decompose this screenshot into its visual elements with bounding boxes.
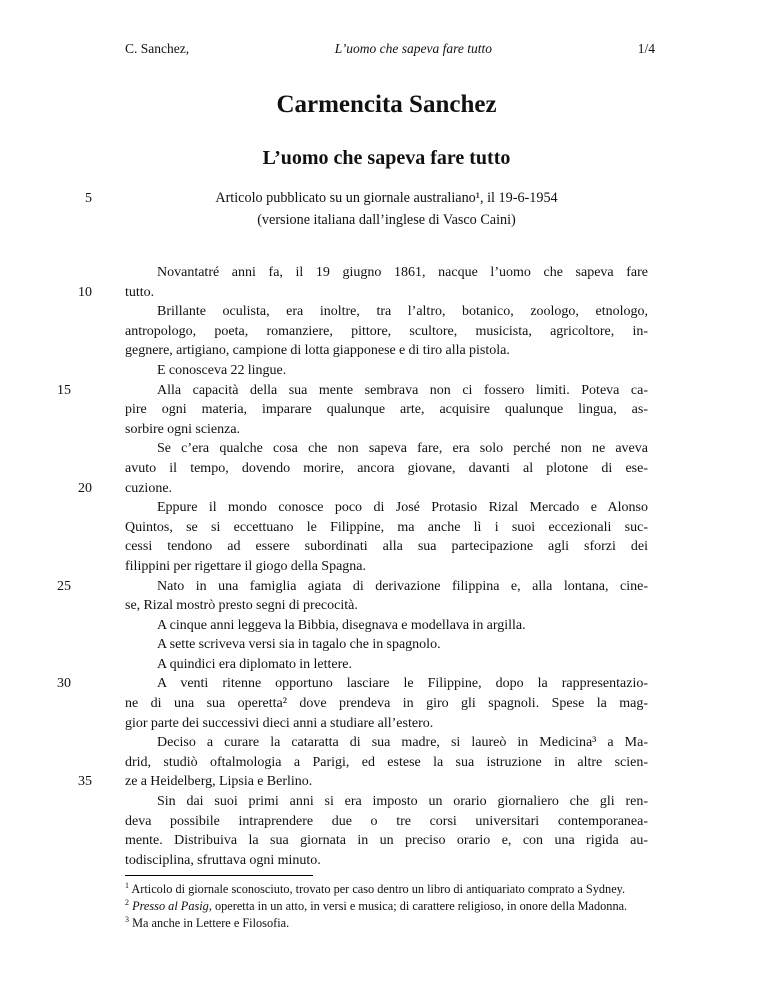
running-header	[125, 41, 655, 57]
line-number: 20	[78, 480, 92, 496]
body-line	[125, 400, 648, 420]
body-line	[125, 459, 648, 479]
body-line-text: Quintos, se si eccettuano le Filippine, ma anche lì i suoi eccezionali suc-	[125, 519, 648, 535]
body-line-text: Nato in una famiglia agiata di derivazione filippina e, alla lontana, cine-	[157, 578, 648, 594]
body-line-text: Brillante oculista, era inoltre, tra l’altro, botanico, zoologo, etnologo,	[157, 304, 648, 320]
body-line	[125, 439, 648, 459]
footnote	[125, 881, 657, 898]
footnote-marker: 3	[125, 914, 129, 924]
intro-line	[85, 187, 648, 209]
body-line	[78, 479, 648, 499]
intro-line-text: Articolo pubblicato su un giornale australiano¹, il 19-6-1954	[215, 190, 558, 206]
intro-block	[85, 187, 648, 231]
body-line	[125, 302, 648, 322]
body-line-text: cessi tendono ad essere subordinati alla sua partecipazione agli sforzi dei	[125, 539, 648, 555]
footnote	[125, 915, 657, 932]
line-number: 25	[57, 578, 71, 594]
body-line	[125, 596, 648, 616]
body-line-text: A sette scriveva versi sia in tagalo che in spagnolo.	[157, 637, 441, 653]
body-line	[125, 792, 648, 812]
document-subtitle: L’uomo che sapeva fare tutto	[262, 147, 511, 169]
line-number: 15	[57, 382, 71, 398]
intro-line	[125, 209, 648, 231]
body-line-text: filippini per rigettare il giogo della Spagna.	[125, 558, 367, 574]
body-line	[125, 655, 648, 675]
body-lines	[57, 263, 648, 870]
body-line-text: mente. Distribuiva la sua giornata in un preciso orario e, con una rigida au-	[125, 833, 648, 849]
document-title: Carmencita Sanchez	[276, 91, 497, 118]
body-line	[125, 341, 648, 361]
line-number: 35	[78, 774, 92, 790]
body-line-text: pire ogni materia, imparare qualunque arte, acquisire qualunque lingua, as-	[125, 402, 648, 418]
body-line	[125, 812, 648, 832]
body-line	[125, 753, 648, 773]
intro-line-text: (versione italiana dall’inglese di Vasco Caini)	[257, 212, 516, 228]
body-line	[125, 616, 648, 636]
body-line	[125, 420, 648, 440]
body-line	[78, 283, 648, 303]
line-number: 5	[85, 191, 92, 206]
body-line	[125, 557, 648, 577]
body-line	[125, 498, 648, 518]
body-line	[125, 831, 648, 851]
body-line	[125, 537, 648, 557]
footnote-text: Articolo di giornale sconosciuto, trovato per caso dentro un libro di antiquariato comprato a Sydney.	[131, 882, 626, 896]
footnotes	[125, 881, 657, 932]
body-line	[125, 263, 648, 283]
body-line-text: Alla capacità della sua mente sembrava non ci fossero limiti. Poteva ca-	[157, 382, 648, 398]
body-line-text: antropologo, poeta, romanziere, pittore, scultore, musicista, agricoltore, in-	[125, 323, 648, 339]
body-line-text: Deciso a curare la cataratta di sua madre, si laureò in Medicina³ a Ma-	[157, 735, 648, 751]
body-line	[125, 322, 648, 342]
body-line-text: todisciplina, sfruttava ogni minuto.	[125, 852, 321, 868]
body-line	[57, 674, 648, 694]
header-author: C. Sanchez,	[125, 41, 190, 56]
body-line	[57, 577, 648, 597]
body-line	[125, 361, 648, 381]
body-line	[125, 733, 648, 753]
body-line-text: deva possibile intraprendere due o tre corsi universitari contemporanea-	[125, 813, 648, 829]
footnote-marker: 1	[125, 880, 129, 890]
body-line	[125, 518, 648, 538]
header-page-number: 1/4	[637, 41, 655, 56]
line-number: 30	[57, 676, 71, 692]
body-line-text: ne di una sua operetta² dove prendeva in giro gli spagnoli. Spese la mag-	[125, 696, 648, 712]
body-line-text: ze a Heidelberg, Lipsia e Berlino.	[125, 774, 313, 790]
body-line-text: Novantatré anni fa, il 19 giugno 1861, nacque l’uomo che sapeva fare	[157, 265, 648, 280]
body-line-text: Eppure il mondo conosce poco di José Protasio Rizal Mercado e Alonso	[157, 500, 648, 516]
body-line-text: avuto il tempo, dovendo morire, ancora giovane, davanti al plotone di ese-	[125, 460, 648, 476]
body-line-text: tutto.	[125, 284, 155, 300]
body-line-text: gior parte dei successivi dieci anni a studiare all’estero.	[125, 715, 434, 731]
body-line	[125, 694, 648, 714]
footnote-marker: 2	[125, 897, 129, 907]
body-line-text: se, Rizal mostrò presto segni di precocità.	[125, 598, 358, 614]
line-number: 10	[78, 284, 92, 300]
footnote-text: , operetta in un atto, in versi e musica; di carattere religioso, in onore della Madonna.	[208, 899, 628, 913]
body-line-text: gegnere, artigiano, campione di lotta giapponese e di tiro alla pistola.	[125, 343, 510, 359]
footnote-text: Ma anche in Lettere e Filosofia.	[132, 916, 290, 930]
body-line	[57, 381, 648, 401]
body-line-text: A cinque anni leggeva la Bibbia, disegnava e modellava in argilla.	[157, 617, 526, 633]
body-line-text: sorbire ogni scienza.	[125, 421, 241, 437]
body-line	[78, 772, 648, 792]
footnote-text: Presso al Pasig	[132, 899, 209, 913]
body-line-text: Se c’era qualche cosa che non sapeva fare, era solo perché non ne aveva	[157, 441, 648, 457]
body-line	[125, 714, 648, 734]
body-line-text: A quindici era diplomato in lettere.	[157, 656, 352, 672]
footnote	[125, 898, 657, 915]
body-line-text: E conosceva 22 lingue.	[157, 362, 287, 378]
body-line-text: Sin dai suoi primi anni si era imposto un orario giornaliero che gli ren-	[157, 794, 648, 810]
body-line	[125, 635, 648, 655]
body-line-text: cuzione.	[125, 480, 173, 496]
body-line	[125, 851, 648, 871]
header-running-title: L’uomo che sapeva fare tutto	[334, 41, 493, 56]
body-line-text: drid, studiò oftalmologia a Parigi, ed estese la sua istruzione in altre scien-	[125, 754, 648, 770]
footnote-separator	[125, 875, 313, 876]
body-line-text: A venti ritenne opportuno lasciare le Filippine, dopo la rappresentazio-	[157, 676, 648, 692]
